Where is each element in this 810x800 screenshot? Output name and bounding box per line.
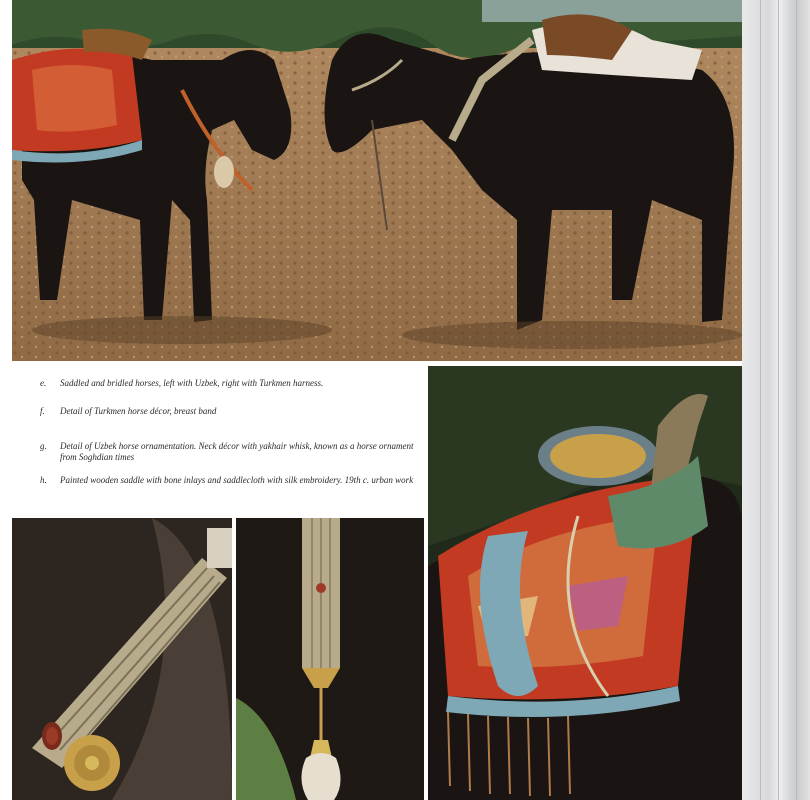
photo-saddled-horses [12, 0, 742, 361]
caption-letter: f. [40, 406, 45, 416]
caption-h [40, 475, 420, 486]
page-edge-line [796, 0, 797, 800]
page-edge-line [778, 0, 779, 800]
caption-list [40, 372, 420, 486]
book-page-edge [742, 0, 810, 800]
caption-text: Painted wooden saddle with bone inlays and saddlecloth with silk embroidery. 19th c. urban work [60, 475, 414, 485]
caption-letter: h. [40, 475, 47, 485]
caption-g [40, 441, 420, 463]
caption-e [40, 378, 420, 389]
page-edge-line [760, 0, 761, 800]
caption-letter: e. [40, 378, 47, 388]
caption-f [40, 406, 420, 417]
photo-neck-decor [236, 518, 424, 800]
photo-breast-band [12, 518, 232, 800]
caption-text: Saddled and bridled horses, left with Uzbek, right with Turkmen harness. [60, 378, 324, 388]
caption-text: Detail of Uzbek horse ornamentation. Neck décor with yakhair whisk, known as a horse ornament from Soghdian times [60, 441, 414, 462]
caption-letter: g. [40, 441, 47, 451]
caption-text: Detail of Turkmen horse décor, breast band [60, 406, 217, 416]
photo-painted-saddle [428, 366, 742, 800]
